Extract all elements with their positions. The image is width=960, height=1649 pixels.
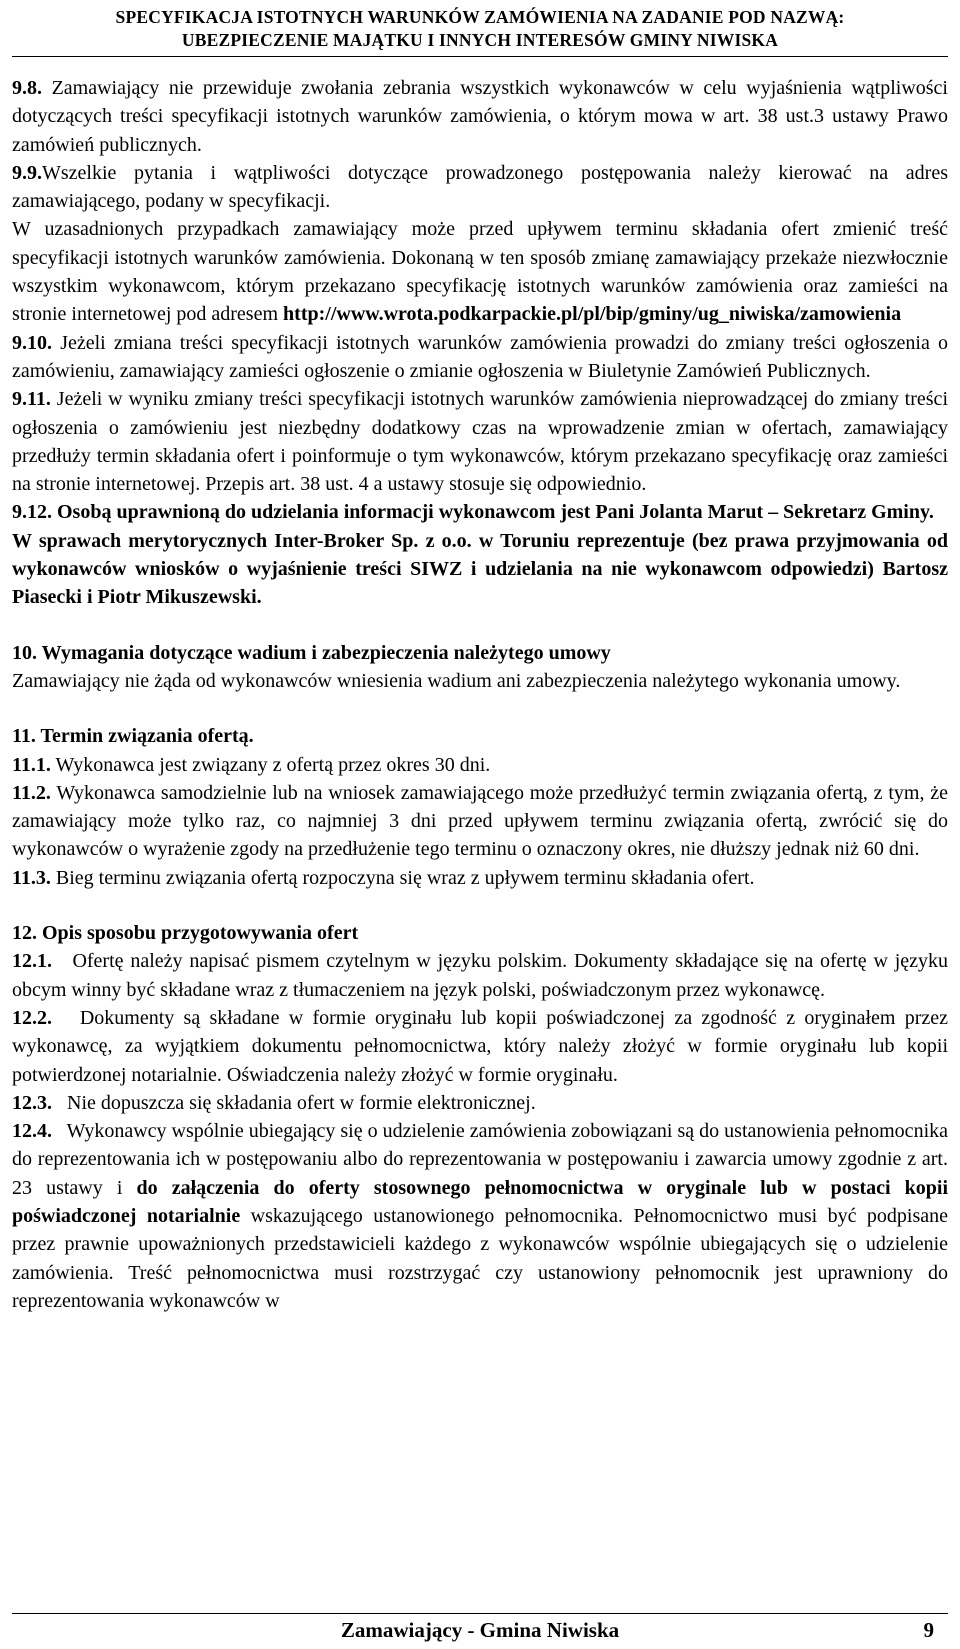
header-line-1: SPECYFIKACJA ISTOTNYCH WARUNKÓW ZAMÓWIENIA NA ZADANIE POD NAZWĄ:: [115, 7, 845, 27]
document-header: [12, 0, 948, 52]
section-12-heading: [12, 919, 948, 947]
section-title: 12. Opis sposobu przygotowywania ofert: [12, 922, 359, 945]
section-number: 12.1.: [12, 950, 52, 973]
document-body: [12, 74, 948, 1315]
section-9-12: [12, 498, 948, 526]
section-text: wskazującego ustanowionego pełnomocnika. Pełnomocnictwo musi być podpisane przez prawnie upoważnionych przedstawicieli każdego z wykonawców wspólnie ubiegających się o udzielenie zamówienia. Treść pełnomocnictwa musi rozstrzygać czy ustanowiony pełnomocnik jest uprawniony do reprezentowania wykonawców w: [12, 1204, 948, 1312]
section-text: Ofertę należy napisać pismem czytelnym w języku polskim. Dokumenty składające się na ofertę w języku obcym winny być składane wraz z tłumaczeniem na język polski, poświadczonym przez wykonawcę.: [12, 950, 949, 1001]
section-number: 9.11.: [12, 388, 51, 411]
section-text: Bieg terminu związania ofertą rozpoczyna się wraz z upływem terminu składania ofert.: [55, 866, 755, 889]
document-footer: [12, 1618, 948, 1646]
section-text: Wykonawcy wspólnie ubiegający się o udzielenie zamówienia zobowiązani są do ustanowienia pełnomocnika do reprezentowania ich w postępowaniu albo do reprezentowania w postępowaniu i zawarcia umowy zgodnie z art. 23 ustawy i: [12, 1120, 948, 1199]
page-number: 9: [923, 1618, 934, 1642]
spacer: [12, 612, 948, 639]
document-page: [12, 0, 948, 1649]
section-text: Jeżeli w wyniku zmiany treści specyfikacji istotnych warunków zamówienia nieprowadzącej do zmiany treści ogłoszenia o zamówieniu jest niezbędny dodatkowy czas na wprowadzenie zmian w ofertach, zamawiający przedłuży termin składania ofert i poinformuje o tym wykonawców, którym przekazano specyfikację oraz zamieści na stronie internetowej. Przepis art. 38 ust. 4 a ustawy stosuje się odpowiednio.: [12, 388, 948, 496]
section-title: 11. Termin związania ofertą.: [12, 725, 254, 748]
section-text: Wykonawca jest związany z ofertą przez okres 30 dni.: [55, 753, 491, 776]
section-number: 11.1.: [12, 753, 51, 776]
section-11-heading: [12, 722, 948, 750]
section-text: Zamawiający nie przewiduje zwołania zebrania wszystkich wykonawców w celu wyjaśnienia wątpliwości dotyczących treści specyfikacji istotnych warunków zamówienia, o którym mowa w art. 38 ust.3 ustawy Prawo zamówień publicznych.: [12, 77, 948, 156]
section-number: 11.2.: [12, 781, 51, 804]
section-number: 9.12.: [12, 501, 52, 524]
section-text: Wszelkie pytania i wątpliwości dotyczące prowadzonego postępowania należy kierować na adres zamawiającego, podany w specyfikacji.: [12, 161, 948, 213]
section-number: 12.3.: [12, 1091, 52, 1114]
section-12-3: [12, 1089, 948, 1117]
section-9-12-paragraph-2: [12, 527, 948, 612]
section-text: W sprawach merytorycznych Inter-Broker Sp. z o.o. w Toruniu reprezentuje (bez prawa przyjmowania od wykonawców wniosków o wyjaśnienie treści SIWZ i udzielania na nie wykonawcom odpowiedzi) Bartosz Piasecki i Piotr Mikuszewski.: [12, 529, 948, 609]
section-title: 10. Wymagania dotyczące wadium i zabezpieczenia należytego umowy: [12, 641, 611, 664]
section-11-3: [12, 864, 948, 892]
section-9-11: [12, 385, 948, 498]
section-text: Jeżeli zmiana treści specyfikacji istotnych warunków zamówienia prowadzi do zmiany treści ogłoszenia o zamówieniu, zamawiający zamieści ogłoszenie o zmianie ogłoszenia w Biuletynie Zamówień Publicznych.: [12, 331, 949, 382]
spacer: [12, 892, 948, 919]
header-rule: [12, 56, 948, 57]
section-number: 12.4.: [12, 1120, 52, 1143]
section-10-text: [12, 667, 948, 695]
section-text: Dokumenty są składane w formie oryginału lub kopii poświadczonej za zgodność z oryginałem przez wykonawcę, za wyjątkiem dokumentu pełnomocnictwa, który należy złożyć w formie oryginału lub kopii potwierdzonej notarialnie. Oświadczenia należy złożyć w formie oryginału.: [12, 1006, 949, 1086]
section-12-1: [12, 947, 948, 1004]
spacer: [12, 695, 948, 722]
section-11-1: [12, 751, 948, 779]
section-text: Osobą uprawnioną do udzielania informacji wykonawcom jest Pani Jolanta Marut – Sekretarz Gminy.: [57, 501, 934, 524]
section-text: Wykonawca samodzielnie lub na wniosek zamawiającego może przedłużyć termin związania ofertą, z tym, że zamawiający może tylko raz, co najmniej 3 dni przed upływem terminu związania ofertą, zwrócić się do wykonawców o wyrażenie zgody na przedłużenie tego terminu o oznaczony okres, nie dłuższy jednak niż 60 dni.: [12, 781, 949, 861]
section-number: 11.3.: [12, 866, 51, 889]
section-number: 9.8.: [12, 77, 42, 99]
footer-text: Zamawiający - Gmina Niwiska: [340, 1618, 620, 1642]
section-9-9-paragraph-2: [12, 215, 948, 328]
section-text: Nie dopuszcza się składania ofert w formie elektronicznej.: [67, 1091, 536, 1114]
section-9-8: [12, 74, 948, 159]
section-9-9: [12, 159, 948, 216]
section-text: Zamawiający nie żąda od wykonawców wniesienia wadium ani zabezpieczenia należytego wykonania umowy.: [12, 669, 901, 692]
section-text: W uzasadnionych przypadkach zamawiający może przed upływem terminu składania ofert zmienić treść specyfikacji istotnych warunków zamówienia. Dokonaną w ten sposób zmianę zamawiający przekaże niezwłocznie wszystkim wykonawcom, którym przekazano specyfikację istotnych warunków zamówienia oraz zamieści na stronie internetowej pod adresem: [12, 218, 948, 326]
section-12-4: [12, 1117, 948, 1315]
section-12-2: [12, 1004, 948, 1089]
bip-url-link[interactable]: http://www.wrota.podkarpackie.pl/pl/bip/gminy/ug_niwiska/zamowienia: [283, 303, 902, 326]
section-9-10: [12, 329, 948, 386]
section-10-heading: [12, 639, 948, 667]
section-number: 9.9.: [12, 161, 42, 184]
header-line-2: UBEZPIECZENIE MAJĄTKU I INNYCH INTERESÓW GMINY NIWISKA: [181, 30, 779, 50]
section-text-emphasis: do załączenia do oferty stosownego pełnomocnictwa w oryginale lub w postaci kopii poświadczonej notarialnie: [12, 1176, 949, 1227]
footer-rule: [12, 1613, 948, 1614]
section-number: 12.2.: [12, 1006, 52, 1029]
section-11-2: [12, 779, 948, 864]
section-number: 9.10.: [12, 331, 52, 354]
